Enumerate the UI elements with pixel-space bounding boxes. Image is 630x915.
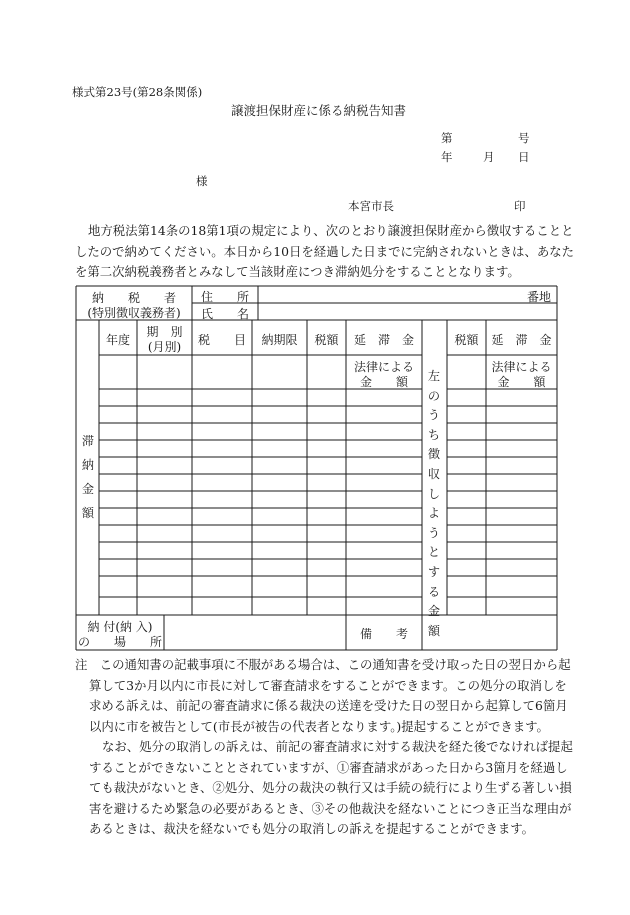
notes-line: 求める訴えは、前記の審査請求に係る裁決の送達を受けた日の翌日から起算して6箇月 bbox=[89, 698, 568, 713]
intro-line: 地方税法第14条の18第1項の規定により、次のとおり譲渡担保財産から徴収することと bbox=[88, 223, 574, 238]
col-period: 期 別 bbox=[146, 325, 183, 339]
number-label-dai: 第 bbox=[441, 131, 453, 145]
taxpayer-label-sub: (特別徴収義務者) bbox=[87, 306, 181, 320]
legal-amount-right-label-sub: 金 額 bbox=[497, 375, 546, 389]
notes-line: 以内に市を被告として(市長が被告の代表者となります。)提起することができます。 bbox=[89, 718, 549, 734]
notes-paragraph-2-first bbox=[102, 737, 573, 758]
col-period-sub: (月別) bbox=[147, 340, 182, 354]
intro-line: したので納めてください。本日から10日を経過した日までに完納されないときは、あなた bbox=[75, 243, 575, 259]
notes-line: なお、処分の取消しの訴えは、前記の審査請求に対する裁決を経た後でなければ提起 bbox=[102, 739, 573, 754]
addressee-suffix: 様 bbox=[196, 174, 208, 188]
notes-line: 害を避けるため緊急の必要があるとき、③その他裁決を経ないことにつき正当な理由が bbox=[89, 800, 572, 816]
address-label: 住 所 bbox=[200, 290, 249, 304]
col-tax-amount: 税額 bbox=[314, 333, 339, 347]
notes-line: することができないこととされていますが、①審査請求があった日から3箇月を経過し bbox=[89, 759, 568, 775]
notes-line: 注 この通知書の記載事項に不服がある場合は、この通知書を受け取った日の翌日から起 bbox=[75, 657, 571, 672]
issuer: 本宮市長 bbox=[348, 199, 394, 213]
col-arrears: 延 滞 金 bbox=[353, 333, 414, 347]
collect-amount-label: 左 の う ち 徴 収 し よ う と す る 金 額 bbox=[427, 369, 441, 638]
col-tax-amount-right: 税額 bbox=[454, 333, 479, 347]
col-year: 年度 bbox=[105, 333, 130, 347]
remarks-label: 備 考 bbox=[359, 627, 408, 641]
legal-amount-right-label: 法律による bbox=[491, 360, 552, 374]
date-year: 年 bbox=[441, 150, 453, 164]
name-label: 氏 名 bbox=[200, 307, 249, 321]
address-suffix: 番地 bbox=[527, 290, 552, 304]
intro-line: を第二次納税義務者とみなして当該財産につき滞納処分をすることとなります。 bbox=[75, 264, 520, 279]
seal-mark: 印 bbox=[514, 199, 526, 213]
date-month: 月 bbox=[483, 150, 495, 164]
notes-first-line bbox=[75, 655, 571, 676]
date-day: 日 bbox=[518, 150, 530, 164]
notes-paragraph bbox=[89, 676, 568, 738]
col-arrears-right: 延 滞 金 bbox=[491, 333, 552, 347]
legal-amount-label: 法律による bbox=[353, 360, 414, 374]
notes-line: あるときは、裁決を経ないでも処分の取消しの訴えを提起することができます。 bbox=[89, 821, 535, 836]
notes-line: 算して3か月以内に市長に対して審査請求をすることができます。この処分の取消しを bbox=[89, 677, 567, 693]
legal-amount-label-sub: 金 額 bbox=[359, 375, 408, 389]
payment-place-label: 納 付(納 入) bbox=[87, 620, 153, 634]
number-label-go: 号 bbox=[518, 131, 530, 145]
col-tax-item: 税 目 bbox=[197, 333, 246, 347]
payment-place-label-sub: の 場 所 bbox=[77, 635, 162, 649]
notes-line: ても裁決がないとき、②処分、処分の裁決の執行又は手続の続行により生ずる著しい損 bbox=[89, 780, 572, 795]
form-number: 様式第23号(第28条関係) bbox=[72, 85, 203, 99]
notes-paragraph-2 bbox=[89, 758, 572, 840]
col-due-date: 納期限 bbox=[261, 333, 298, 347]
taxpayer-label: 納 税 者 bbox=[91, 291, 176, 305]
delinquent-amount-label: 滞 納 金 額 bbox=[81, 434, 95, 520]
document-title: 譲渡担保財産に係る納税告知書 bbox=[231, 103, 407, 118]
